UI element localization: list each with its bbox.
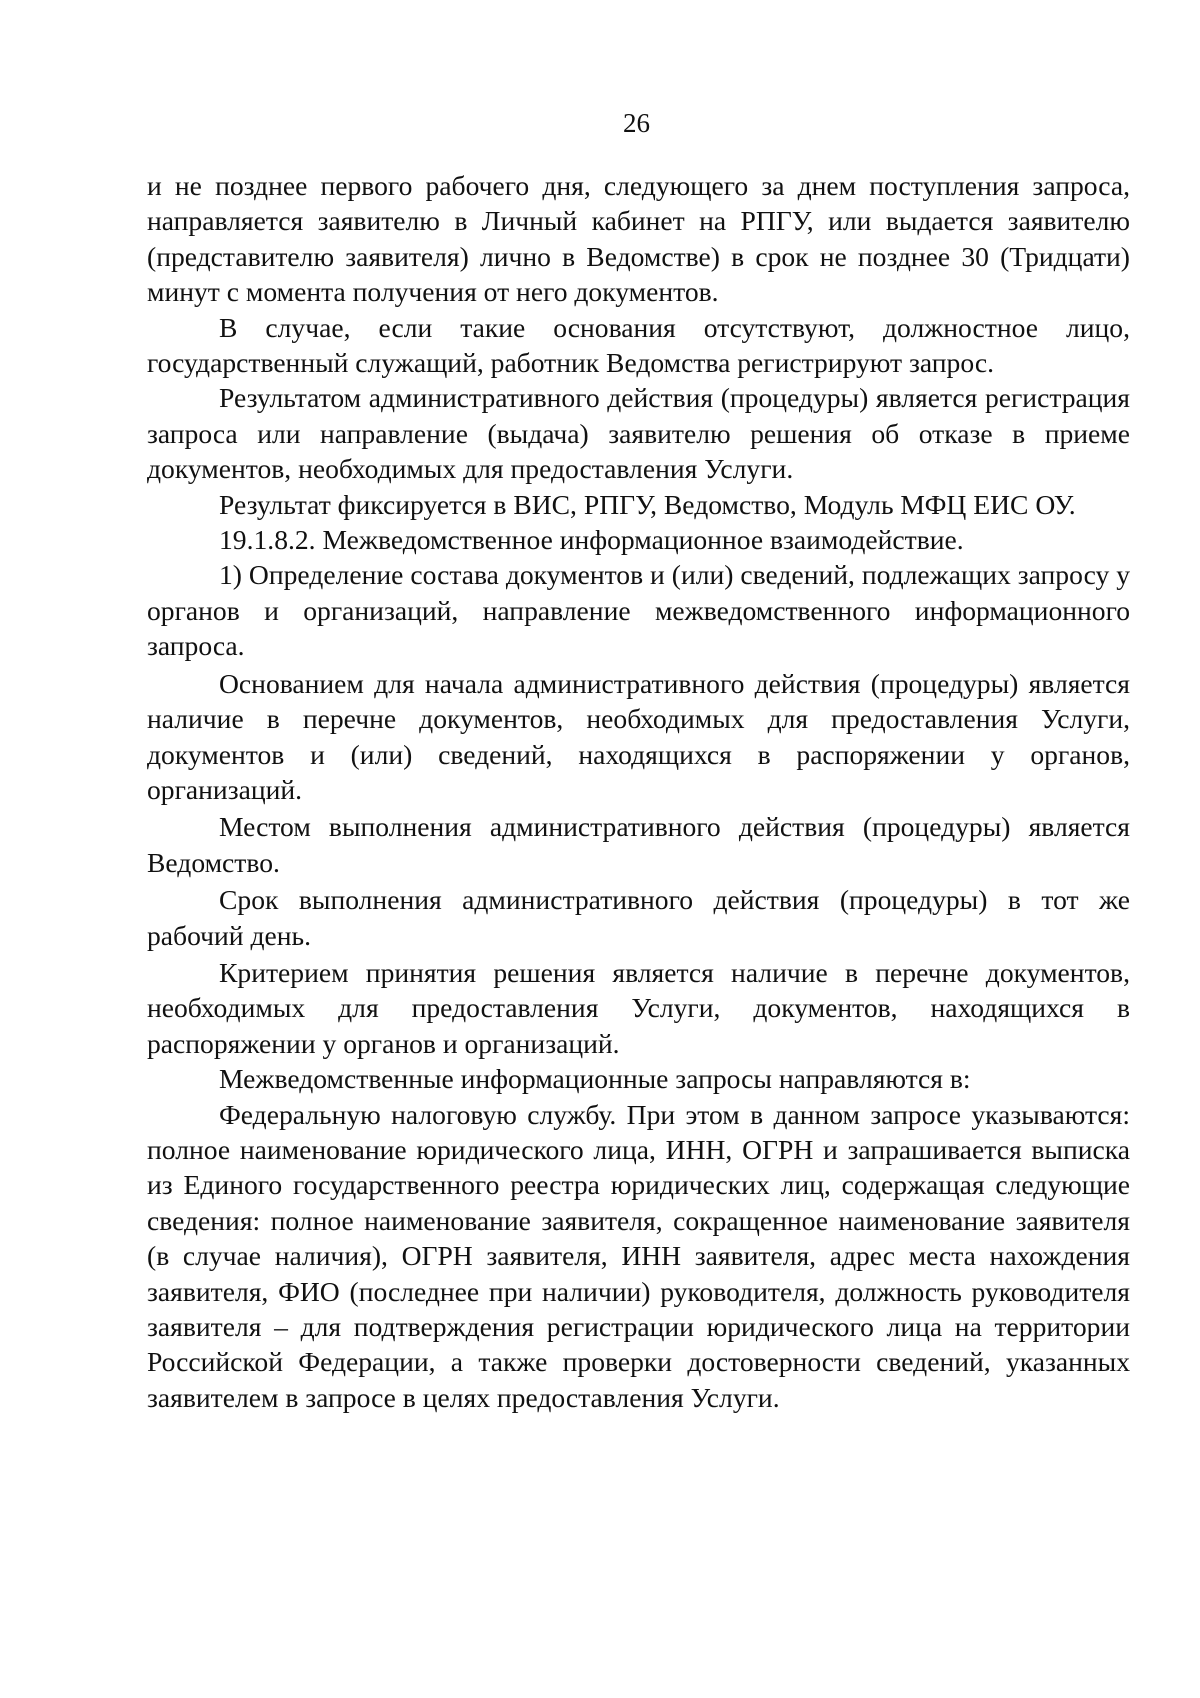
page-number: 26 xyxy=(623,108,650,138)
paragraph-basis: Основанием для начала административного действия (процедуры) является наличие в перечне документов, необходимых для предоставления Услуги, документов и (или) сведений, находящихся в распоряжении у органов, организаций. xyxy=(147,667,1130,805)
section-heading-19-1-8-2: 19.1.8.2. Межведомственное информационное взаимодействие. xyxy=(219,524,964,556)
paragraph-requests-sent: Межведомственные информационные запросы направляются в: xyxy=(219,1063,971,1095)
paragraph-item-1: 1) Определение состава документов и (или) сведений, подлежащих запросу у органов и организаций, направление межведомственного информационного запроса. xyxy=(147,559,1130,662)
paragraph-criterion: Критерием принятия решения является наличие в перечне документов, необходимых для предоставления Услуги, документов, находящихся в распоряжении у органов и организаций. xyxy=(147,956,1130,1059)
paragraph-continuation: и не позднее первого рабочего дня, следующего за днем поступления запроса, направляется заявителю в Личный кабинет на РПГУ, или выдается заявителю (представителю заявителя) лично в Ведомстве) в срок не позднее 30 (Тридцати) минут с момента получения от него документов. xyxy=(147,170,1130,308)
paragraph-tax-service: Федеральную налоговую службу. При этом в данном запросе указываются: полное наименование юридического лица, ИНН, ОГРН и запрашивается выписка из Единого государственного реестра юридических лиц, содержащая следующие сведения: полное наименование заявителя, сокращенное наименование заявителя (в случае наличия), ОГРН заявителя, ИНН заявителя, адрес места нахождения заявителя, ФИО (последнее при наличии) руководителя, должность руководителя заявителя – для подтверждения регистрации юридического лица на территории Российской Федерации, а также проверки достоверности сведений, указанных заявителем в запросе в целях предоставления Услуги. xyxy=(147,1098,1130,1413)
paragraph-result-recorded: Результат фиксируется в ВИС, РПГУ, Ведомство, Модуль МФЦ ЕИС ОУ. xyxy=(219,488,1076,520)
paragraph-place: Местом выполнения административного действия (процедуры) является Ведомство. xyxy=(147,811,1130,878)
paragraph-no-grounds: В случае, если такие основания отсутствуют, должностное лицо, государственный служащий, работник Ведомства регистрируют запрос. xyxy=(147,311,1130,379)
paragraph-result: Результатом административного действия (процедуры) является регистрация запроса или направление (выдача) заявителю решения об отказе в приеме документов, необходимых для предоставления Услуги. xyxy=(147,382,1130,485)
paragraph-term: Срок выполнения административного действия (процедуры) в тот же рабочий день. xyxy=(147,884,1130,951)
document-body xyxy=(147,168,1130,1415)
